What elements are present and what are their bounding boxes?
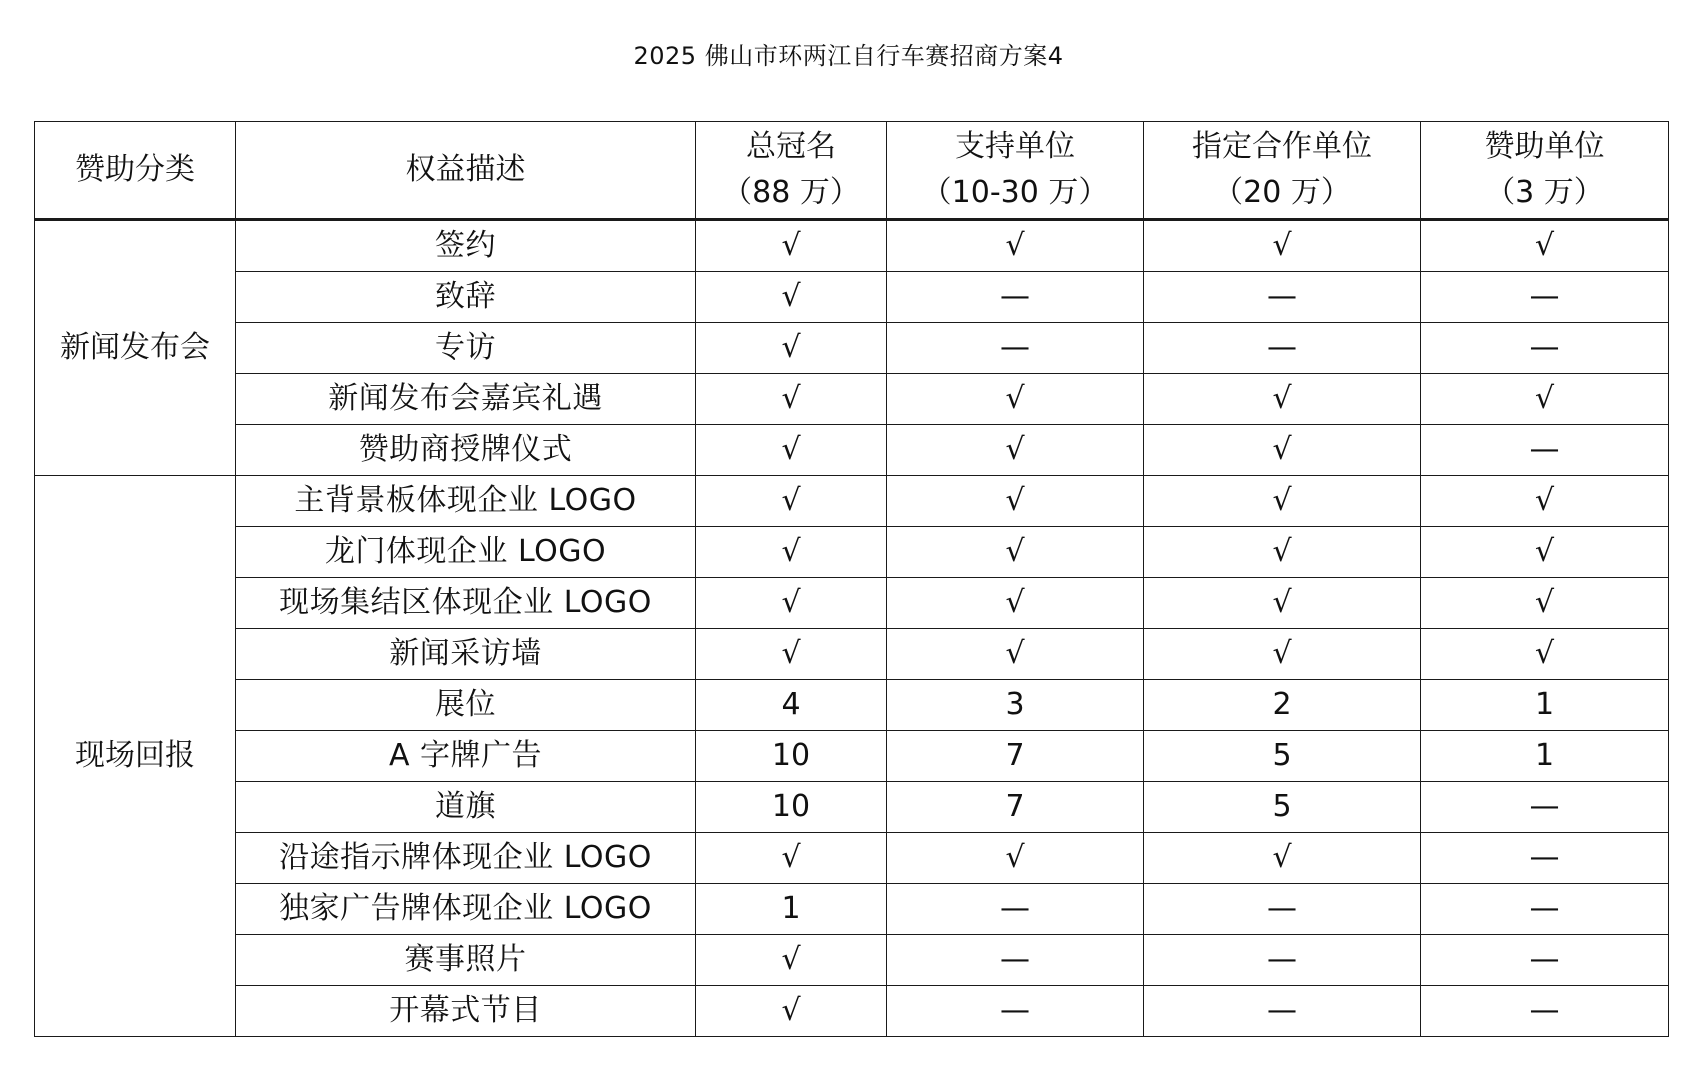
table-row [35, 731, 1669, 782]
tier-value-cell: √ [887, 629, 1144, 680]
tier-value-cell: — [1421, 272, 1669, 323]
tier-value-cell: 10 [696, 782, 887, 833]
tier-value-cell: √ [1144, 220, 1421, 272]
table-row [35, 935, 1669, 986]
table-row [35, 833, 1669, 884]
tier-value-cell: √ [887, 425, 1144, 476]
tier-value-cell: √ [696, 272, 887, 323]
tier-value-cell: — [887, 272, 1144, 323]
tier-value-cell: 4 [696, 680, 887, 731]
benefit-cell: 龙门体现企业 LOGO [236, 527, 696, 578]
benefit-cell: 开幕式节目 [236, 986, 696, 1037]
benefit-cell: 签约 [236, 220, 696, 272]
table-row [35, 578, 1669, 629]
tier-value-cell: √ [887, 220, 1144, 272]
header-tier-supporting-unit [887, 122, 1144, 220]
table-row [35, 272, 1669, 323]
benefit-cell: 新闻采访墙 [236, 629, 696, 680]
benefit-cell: 独家广告牌体现企业 LOGO [236, 884, 696, 935]
tier-value-cell: — [887, 884, 1144, 935]
header-tier-sponsor-unit [1421, 122, 1669, 220]
table-row [35, 884, 1669, 935]
tier-value-cell: 5 [1144, 731, 1421, 782]
section-category-cell: 新闻发布会 [35, 220, 236, 476]
tier-value-cell: — [1144, 986, 1421, 1037]
benefit-cell: 展位 [236, 680, 696, 731]
tier-value-cell: — [1144, 935, 1421, 986]
tier-value-cell: √ [1421, 476, 1669, 527]
tier-value-cell: 3 [887, 680, 1144, 731]
tier-value-cell: √ [1144, 374, 1421, 425]
tier-price: （88 万） [722, 175, 860, 210]
table-row [35, 476, 1669, 527]
table-row [35, 986, 1669, 1037]
tier-value-cell: — [887, 323, 1144, 374]
tier-value-cell: √ [696, 425, 887, 476]
tier-name: 赞助单位 [1484, 128, 1605, 164]
tier-price: （10-30 万） [921, 175, 1109, 210]
tier-value-cell: √ [1144, 578, 1421, 629]
tier-value-cell: √ [1421, 578, 1669, 629]
tier-value-cell: √ [887, 578, 1144, 629]
table-row [35, 374, 1669, 425]
table-header-row [35, 122, 1669, 220]
tier-value-cell: √ [1144, 629, 1421, 680]
tier-value-cell: — [1421, 425, 1669, 476]
tier-value-cell: — [1144, 884, 1421, 935]
tier-value-cell: — [1421, 884, 1669, 935]
tier-name: 指定合作单位 [1192, 128, 1372, 164]
tier-value-cell: 7 [887, 731, 1144, 782]
tier-value-cell: √ [696, 833, 887, 884]
table-row [35, 629, 1669, 680]
table-row [35, 323, 1669, 374]
tier-value-cell: — [1144, 272, 1421, 323]
header-benefit: 权益描述 [236, 122, 696, 220]
tier-value-cell: — [1421, 833, 1669, 884]
benefit-cell: 沿途指示牌体现企业 LOGO [236, 833, 696, 884]
tier-value-cell: — [1421, 935, 1669, 986]
tier-value-cell: √ [696, 220, 887, 272]
benefit-cell: 致辞 [236, 272, 696, 323]
benefit-cell: 赛事照片 [236, 935, 696, 986]
tier-value-cell: 5 [1144, 782, 1421, 833]
tier-value-cell: √ [1421, 374, 1669, 425]
tier-value-cell: 1 [1421, 731, 1669, 782]
table-row [35, 782, 1669, 833]
benefit-cell: 主背景板体现企业 LOGO [236, 476, 696, 527]
benefit-cell: 赞助商授牌仪式 [236, 425, 696, 476]
table-row [35, 220, 1669, 272]
tier-value-cell: √ [696, 629, 887, 680]
benefit-cell: 新闻发布会嘉宾礼遇 [236, 374, 696, 425]
benefit-cell: A 字牌广告 [236, 731, 696, 782]
tier-name: 支持单位 [955, 128, 1075, 164]
tier-value-cell: √ [1144, 425, 1421, 476]
tier-value-cell: √ [696, 527, 887, 578]
tier-value-cell: √ [887, 527, 1144, 578]
benefit-cell: 专访 [236, 323, 696, 374]
tier-value-cell: √ [1144, 476, 1421, 527]
table-row [35, 425, 1669, 476]
tier-value-cell: √ [1421, 629, 1669, 680]
tier-value-cell: √ [696, 374, 887, 425]
table-body [35, 220, 1669, 1037]
tier-value-cell: — [1144, 323, 1421, 374]
tier-name: 总冠名 [746, 128, 836, 164]
tier-value-cell: √ [1421, 220, 1669, 272]
benefit-cell: 道旗 [236, 782, 696, 833]
tier-value-cell: 10 [696, 731, 887, 782]
tier-value-cell: 2 [1144, 680, 1421, 731]
page-title: 2025 佛山市环两江自行车赛招商方案4 [633, 42, 1064, 70]
tier-value-cell: √ [696, 578, 887, 629]
benefit-cell: 现场集结区体现企业 LOGO [236, 578, 696, 629]
table-row [35, 527, 1669, 578]
section-category-cell: 现场回报 [35, 476, 236, 1037]
tier-value-cell: 7 [887, 782, 1144, 833]
tier-value-cell: √ [1144, 833, 1421, 884]
tier-value-cell: — [1421, 782, 1669, 833]
tier-price: （3 万） [1485, 175, 1604, 210]
tier-value-cell: — [887, 935, 1144, 986]
header-category: 赞助分类 [35, 122, 236, 220]
tier-value-cell: — [887, 986, 1144, 1037]
tier-value-cell: √ [696, 935, 887, 986]
tier-value-cell: √ [887, 833, 1144, 884]
header-tier-designated-partner [1144, 122, 1421, 220]
tier-value-cell: √ [696, 476, 887, 527]
tier-value-cell: √ [696, 323, 887, 374]
tier-value-cell: √ [887, 476, 1144, 527]
tier-value-cell: — [1421, 323, 1669, 374]
header-tier-title-sponsor [696, 122, 887, 220]
tier-value-cell: √ [1421, 527, 1669, 578]
tier-value-cell: — [1421, 986, 1669, 1037]
tier-value-cell: 1 [696, 884, 887, 935]
table-row [35, 680, 1669, 731]
sponsorship-table [34, 121, 1669, 1037]
tier-value-cell: 1 [1421, 680, 1669, 731]
tier-price: （20 万） [1213, 175, 1351, 210]
tier-value-cell: √ [696, 986, 887, 1037]
tier-value-cell: √ [1144, 527, 1421, 578]
tier-value-cell: √ [887, 374, 1144, 425]
